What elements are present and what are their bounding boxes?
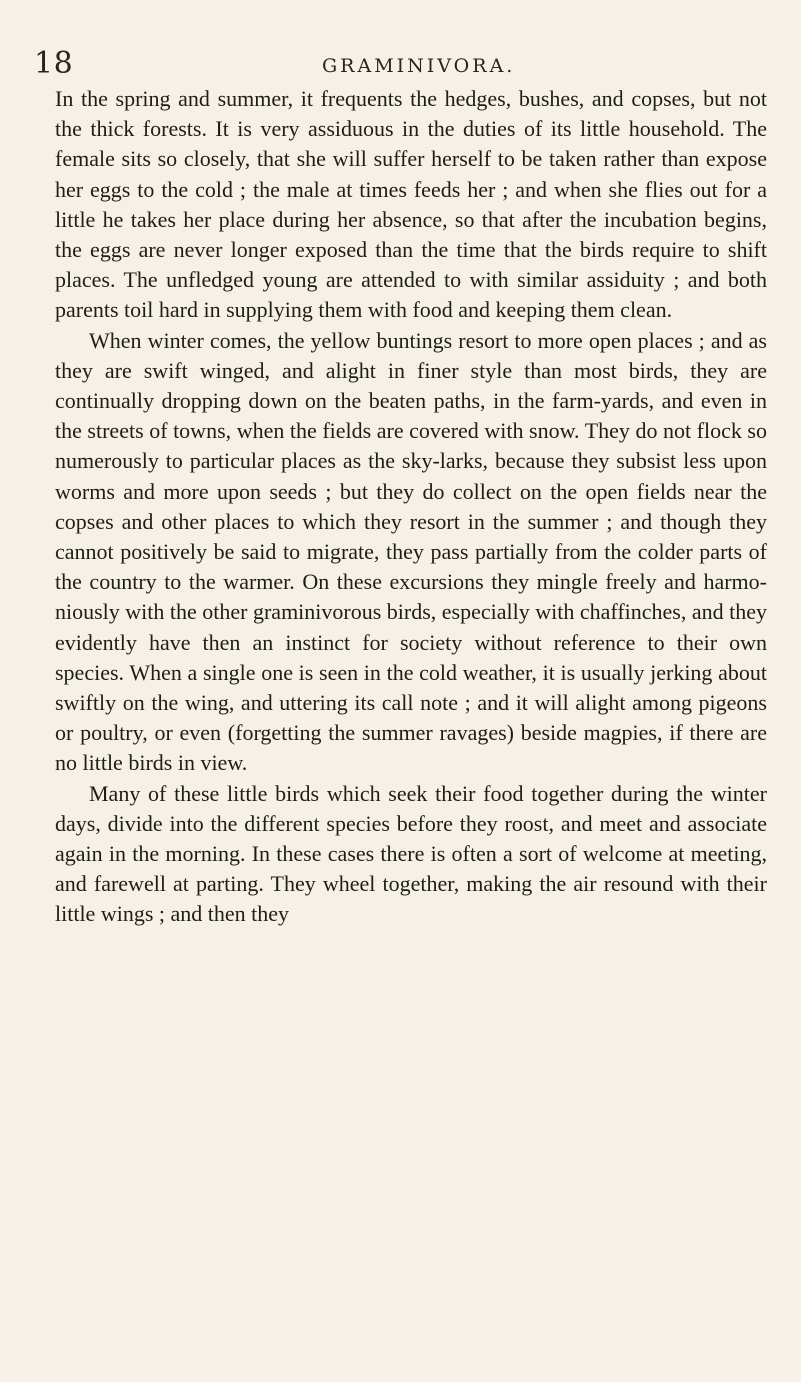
running-head: GRAMINIVORA.	[322, 55, 516, 77]
paragraph-2: When winter comes, the yellow buntings resort to more open places ; and as they are swift winged, and alight in finer style than most birds, they are continually dropping down on the beaten paths, in the farm-yards, and even in the streets of towns, when the fields are covered with snow. They do not flock so numerously to particular places as the sky-larks, because they subsist less upon worms and more upon seeds ; but they do collect on the open fields near the copses and other places to which they resort in the summer ; and though they cannot positively be said to migrate, they pass partially from the colder parts of the country to the warmer. On these excursions they mingle freely and harmo- niously with the other graminivorous birds, especially with chaffinches, and they evidently have then an instinct for society without reference to their own species. When a single one is seen in the cold weather, it is usually jerking about swiftly on the wing, and uttering its call note ; and it will alight among pigeons or poultry, or even (forgetting the summer ravages) beside magpies, if there are no little birds in view.	[55, 327, 767, 776]
page-number: 18	[34, 46, 74, 81]
body-text	[55, 84, 767, 930]
paragraph-3: Many of these little birds which seek their food together during the winter days, divide into the different species before they roost, and meet and associate again in the morning. In these cases there is often a sort of welcome at meeting, and farewell at parting. They wheel together, making the air resound with their little wings ; and then they	[55, 780, 767, 927]
paragraph-1: In the spring and summer, it frequents the hedges, bushes, and copses, but not the thick forests. It is very assiduous in the duties of its little household. The female sits so closely, that she will suffer herself to be taken rather than expose her eggs to the cold ; the male at times feeds her ; and when she flies out for a little he takes her place during her absence, so that after the incubation begins, the eggs are never longer exposed than the time that the birds require to shift places. The unfledged young are attended to with similar assiduity ; and both parents toil hard in supplying them with food and keeping them clean.	[55, 86, 767, 323]
